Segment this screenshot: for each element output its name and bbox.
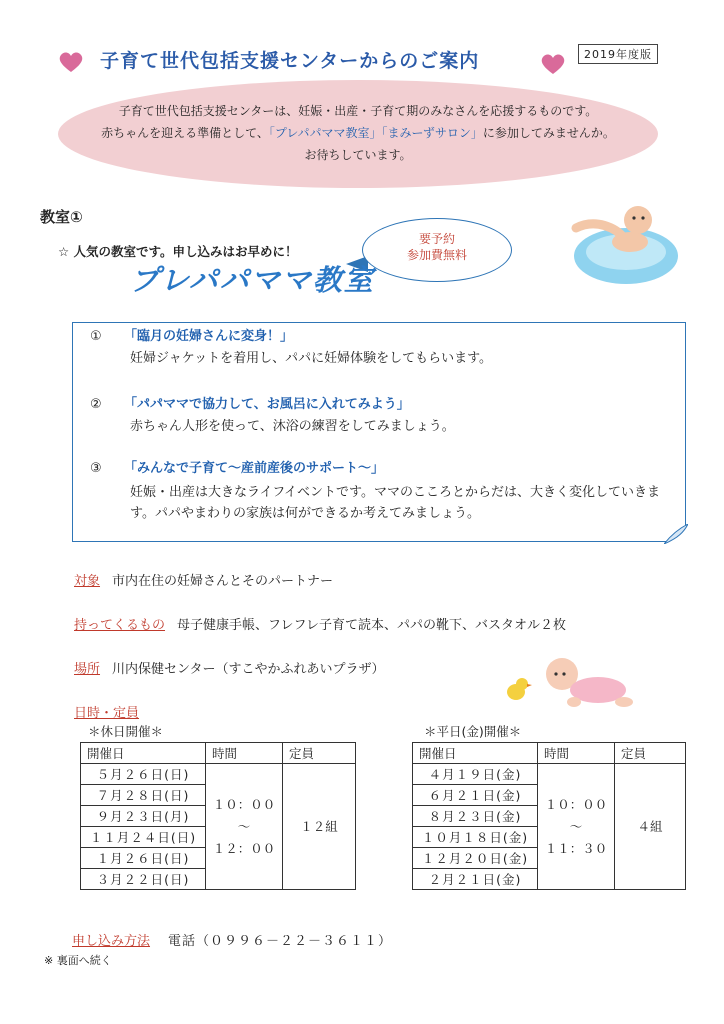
- section-label: 教室①: [40, 208, 83, 226]
- intro-text: [58, 100, 658, 166]
- popular-note: ☆ 人気の教室です。申し込みはお早めに！: [58, 244, 298, 259]
- weekday-heading: ＊平日(金)開催＊: [424, 724, 522, 739]
- table-row: １月２６日(日): [81, 848, 356, 869]
- column-header: 時間: [206, 743, 283, 764]
- column-header: 開催日: [81, 743, 206, 764]
- heart-icon: [540, 52, 566, 76]
- phone-number: 電話（０９９６－２２－３６１１）: [168, 934, 393, 949]
- target-row: 対象 市内在住の妊婦さんとそのパートナー: [74, 574, 334, 589]
- page-title: 子育て世代包括支援センターからのご案内: [100, 50, 480, 72]
- table-row: １０月１８日(金): [413, 827, 686, 848]
- column-header: 定員: [615, 743, 686, 764]
- table-row: １１月２４日(日): [81, 827, 356, 848]
- heart-icon: [58, 50, 84, 74]
- table-header-row: [413, 743, 686, 764]
- bring-row: 持ってくるもの 母子健康手帳、フレフレ子育て読本、パパの靴下、バスタオル２枚: [74, 618, 566, 633]
- intro-line-3: お待ちしています。: [304, 148, 412, 162]
- continued-note: ※ 裏面へ続く: [44, 954, 112, 967]
- table-row: ４月１９日(金) １０：００ ～ １１：３０ ４組: [413, 764, 686, 785]
- class-title: プレパパママ教室: [130, 263, 375, 297]
- intro-line-2: 赤ちゃんを迎える準備として、「プレパパママ教室」「まみーずサロン」に参加してみませんか。: [101, 126, 615, 140]
- column-header: 開催日: [413, 743, 538, 764]
- time-cell: １０：００ ～ １１：３０: [538, 764, 615, 890]
- reservation-bubble: 要予約 参加費無料: [362, 218, 512, 282]
- column-header: 時間: [538, 743, 615, 764]
- table-row: ９月２３日(月): [81, 806, 356, 827]
- table-row: ２月２１日(金): [413, 869, 686, 890]
- edition-label: 2019年度版: [578, 44, 658, 64]
- schedule-label: 日時・定員: [74, 706, 140, 721]
- column-header: 定員: [283, 743, 356, 764]
- table-row: ５月２６日(日) １０：００ ～ １２：００ １２組: [81, 764, 356, 785]
- capacity-cell: １２組: [283, 764, 356, 890]
- table-row: ６月２１日(金): [413, 785, 686, 806]
- table-row: ８月２３日(金): [413, 806, 686, 827]
- baby-bath-illustration: [566, 198, 678, 286]
- weekday-schedule-table: [412, 742, 686, 890]
- crawling-baby-illustration: [500, 652, 640, 712]
- capacity-cell: ４組: [615, 764, 686, 890]
- table-row: ７月２８日(日): [81, 785, 356, 806]
- place-row: 場所 川内保健センター（すこやかふれあいプラザ）: [74, 662, 385, 677]
- program-item: ② 「パパママで協力して、お風呂に入れてみよう」 赤ちゃん人形を使って、沐浴の練習をしてみましょう。: [90, 397, 455, 434]
- time-cell: １０：００ ～ １２：００: [206, 764, 283, 890]
- table-row: ３月２２日(日): [81, 869, 356, 890]
- table-row: １２月２０日(金): [413, 848, 686, 869]
- holiday-heading: ＊休日開催＊: [88, 724, 164, 739]
- intro-line-1: 子育て世代包括支援センターは、妊娠・出産・子育て期のみなさんを応援するものです。: [118, 104, 598, 118]
- table-header-row: [81, 743, 356, 764]
- holiday-schedule-table: [80, 742, 356, 890]
- apply-row: 申し込み方法 電話（０９９６－２２－３６１１）: [72, 934, 393, 949]
- program-item: ③ 「みんなで子育て～産前産後のサポート～」 妊娠・出産は大きなライフイベントです。ママのこころとからだは、大きく変化していきます。パパやまわりの家族は何ができるか考えてみましょう。: [90, 461, 661, 521]
- program-item: ① 「臨月の妊婦さんに変身！」 妊婦ジャケットを着用し、パパに妊婦体験をしてもらいます。: [90, 329, 493, 366]
